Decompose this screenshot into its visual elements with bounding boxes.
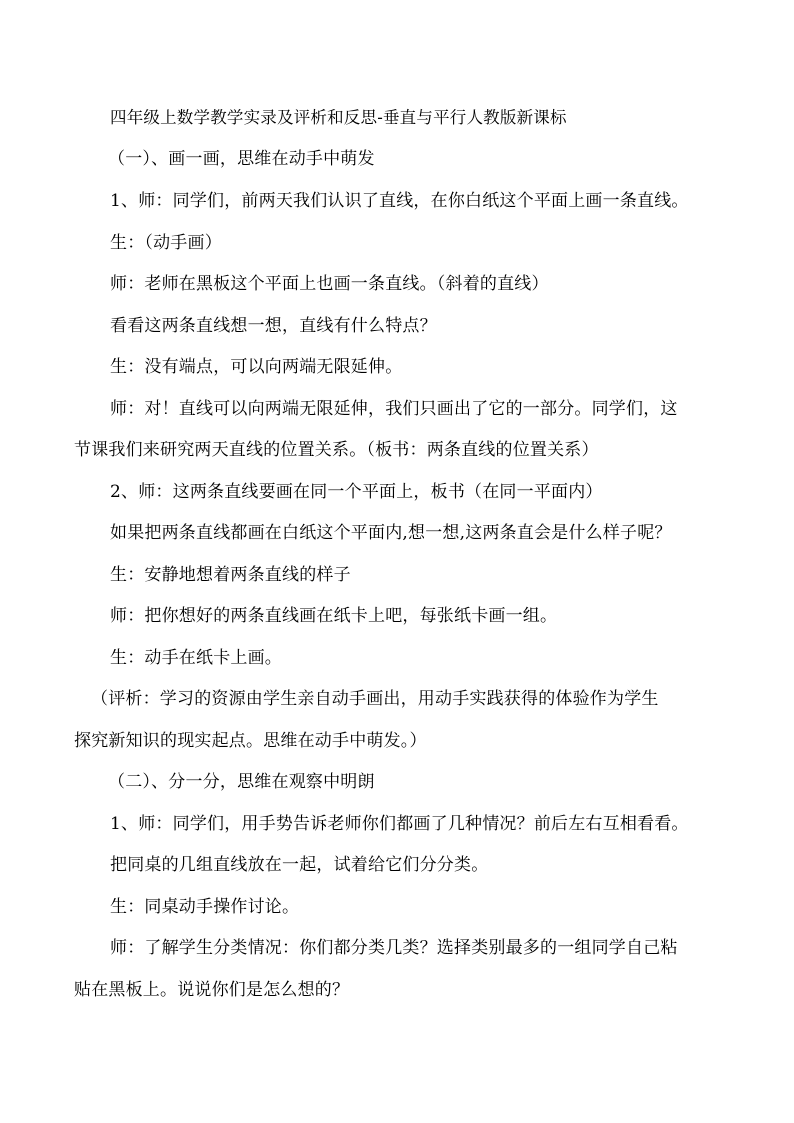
paragraph-line: 生：没有端点，可以向两端无限延伸。 [110, 357, 403, 377]
comment-line: （评析：学习的资源由学生亲自动手画出，用动手实践获得的体验作为学生 [91, 689, 659, 709]
paragraph-line: 生：（动手画） [110, 233, 222, 253]
paragraph-line: 生：同桌动手操作讨论。 [110, 897, 300, 917]
paragraph-line: 1、师：同学们，用手势告诉老师你们都画了几种情况？前后左右互相看看。 [110, 814, 689, 834]
paragraph-line: 把同桌的几组直线放在一起，试着给它们分分类。 [110, 855, 489, 875]
paragraph-line: 师：了解学生分类情况：你们都分类几类？选择类别最多的一组同学自己粘 [110, 938, 678, 958]
paragraph-line: 生：安静地想着两条直线的样子 [110, 565, 351, 585]
paragraph-line: 节课我们来研究两天直线的位置关系。（板书：两条直线的位置关系） [74, 440, 599, 460]
comment-line: 探究新知识的现实起点。思维在动手中萌发。） [74, 731, 427, 751]
section-heading-1: （一）、画一画，思维在动手中萌发 [108, 149, 375, 169]
paragraph-line: 生：动手在纸卡上画。 [110, 648, 282, 668]
paragraph-line: 2、师：这两条直线要画在同一个平面上，板书（在同一平面内） [110, 482, 603, 502]
paragraph-line: 1、师：同学们，前两天我们认识了直线，在你白纸这个平面上画一条直线。 [110, 191, 689, 211]
paragraph-line: 师：老师在黑板这个平面上也画一条直线。（斜着的直线） [110, 274, 549, 294]
section-heading-2: （二）、分一分，思维在观察中明朗 [108, 772, 375, 792]
paragraph-line: 如果把两条直线都画在白纸这个平面内,想一想,这两条直会是什么样子呢？ [110, 523, 672, 543]
document-title: 四年级上数学教学实录及评析和反思-垂直与平行人教版新课标 [110, 108, 567, 127]
paragraph-line: 师：对！直线可以向两端无限延伸，我们只画出了它的一部分。同学们，这 [110, 399, 678, 419]
paragraph-line: 看看这两条直线想一想，直线有什么特点？ [110, 316, 437, 336]
paragraph-line: 师：把你想好的两条直线画在纸卡上吧，每张纸卡画一组。 [110, 606, 558, 626]
paragraph-line: 贴在黑板上。说说你们是怎么想的？ [74, 980, 350, 1000]
